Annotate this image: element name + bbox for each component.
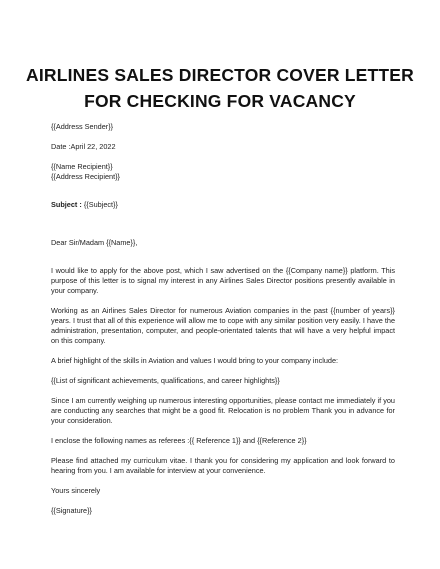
- subject-line: [51, 200, 395, 210]
- closing: Yours sincerely: [51, 486, 101, 495]
- name-recipient: {{Name Recipient}}: [51, 162, 113, 171]
- paragraph-6: I enclose the following names as referees :{{ Reference 1}} and {{Reference 2}}: [51, 436, 307, 445]
- document-title: [20, 64, 420, 116]
- paragraph-2: Working as an Airlines Sales Director for numerous Aviation companies in the past {{number of years}} years. I trust that all of this experience will allow me to cope with any similar position very easily. I have the administration, presentation, computer, and people-orientated talents that will have a very helpful impact on this company.: [51, 306, 395, 345]
- title-line-2: FOR CHECKING FOR VACANCY: [84, 91, 356, 111]
- subject-label: Subject :: [51, 200, 82, 209]
- salutation: Dear Sir/Madam {{Name}},: [51, 238, 138, 247]
- subject-value: {{Subject}}: [81, 200, 118, 209]
- paragraph-7: Please find attached my curriculum vitae. I thank you for considering my application and look forward to hearing from you. I am available for interview at your convenience.: [51, 456, 395, 475]
- letter-body: [51, 122, 395, 516]
- letter-date: Date :April 22, 2022: [51, 142, 116, 151]
- paragraph-4: {{List of significant achievements, qualifications, and career highlights}}: [51, 376, 280, 385]
- address-sender: {{Address Sender}}: [51, 122, 114, 131]
- title-line-1: AIRLINES SALES DIRECTOR COVER LETTER: [25, 65, 415, 85]
- paragraph-1: I would like to apply for the above post, which I saw advertised on the {{Company name}} platform. This purpose of this letter is to signal my interest in any Airlines Sales Director positions presently available in your company.: [51, 266, 395, 295]
- paragraph-3: A brief highlight of the skills in Aviation and values I would bring to your company include:: [51, 356, 339, 365]
- signature: {{Signature}}: [51, 506, 92, 515]
- address-recipient: {{Address Recipient}}: [51, 172, 120, 181]
- paragraph-5: Since I am currently weighing up numerous interesting opportunities, please contact me immediately if you are conducting any searches that might be a good fit. Relocation is no problem Thank you in advance for your consideration.: [51, 396, 395, 425]
